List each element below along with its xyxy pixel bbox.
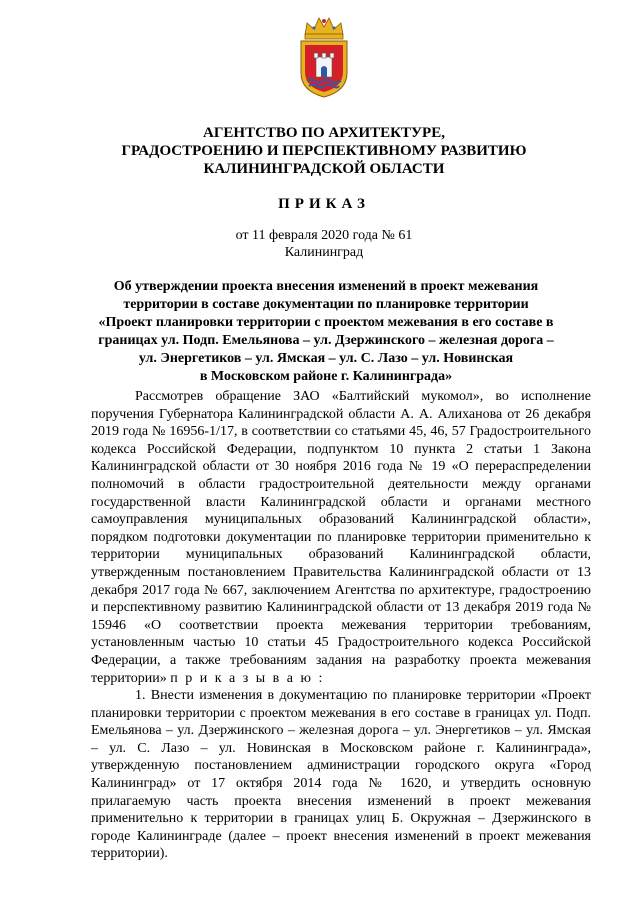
agency-name-line: ГРАДОСТРОЕНИЮ И ПЕРСПЕКТИВНОМУ РАЗВИТИЮ	[121, 143, 527, 159]
document-type-heading: ПРИКАЗ	[278, 196, 370, 212]
preamble-text: Рассмотрев обращение ЗАО «Балтийский мукомол», во исполнение поручения Губернатора Калининградской области А. А. Алиханова от 26 декабря 2019 года № 16956-1/17, в соответствии со статьями 45, 46, 57 Градостроительного кодекса Российской Федерации, подпунктом 10 пункта 2 статьи 1 Закона Калининградской области от 30 ноября 2016 года № 19 «О перераспределении полномочий в области градостроительной деятельности между органами государственной власти Калининградской области и органами местного самоуправления муниципальных образований Калининградской области», порядком подготовки документации по планировке территории применительно к территории муниципальных образований Калининградской области, утвержденным постановлением Правительства Калининградской области от 13 декабря 2017 года № 667, заключением Агентства по архитектуре, градостроению и перспективному развитию Калининградской области от 13 декабря 2019 года № 15946 «О соответствии проекта межевания территории требованиям, установленным частью 10 статьи 45 Градостроительного кодекса Российской Федерации, а также требованиям задания на разработку проекта межевания территории»	[91, 389, 591, 686]
coat-of-arms-emblem	[297, 15, 351, 98]
preamble-paragraph	[91, 388, 591, 687]
order-command: п р и к а з ы в а ю :	[170, 670, 325, 686]
order-title-line: территории в составе документации по планировке территории	[123, 297, 529, 312]
order-title	[96, 278, 556, 386]
issue-city: Калининград	[284, 245, 364, 260]
order-title-line: Об утверждении проекта внесения изменений в проект межевания	[113, 279, 539, 294]
order-title-line: границах ул. Подп. Емельянова – ул. Дзержинского – железная дорога –	[98, 333, 554, 348]
order-title-line: в Московском районе г. Калининграда»	[199, 369, 453, 384]
order-title-line: ул. Энергетиков – ул. Ямская – ул. С. Лазо – ул. Новинская	[138, 351, 514, 366]
agency-name-line: КАЛИНИНГРАДСКОЙ ОБЛАСТИ	[203, 161, 445, 177]
crown-icon	[305, 18, 343, 39]
order-title-line: «Проект планировки территории с проектом межевания в его составе в	[98, 315, 554, 330]
agency-name-line: АГЕНТСТВО ПО АРХИТЕКТУРЕ,	[203, 125, 445, 141]
order-date-number: от 11 февраля 2020 года № 61	[235, 228, 413, 243]
order-body	[91, 388, 591, 863]
agency-name	[60, 124, 588, 178]
clause-1-paragraph: 1. Внести изменения в документацию по планировке территории «Проект планировки территории с проектом межевания в его составе в границах ул. Подп. Емельянова – ул. Дзержинского – железная дорога – ул. Энергетиков – ул. Ямская – ул. С. Лазо – ул. Новинская в Московском районе г. Калининграда», утвержденную постановлением администрации городского округа «Город Калининград» от 17 октября 2014 года № 1620, и утвердить основную прилагаемую часть проекта внесения изменений в проект межевания применительно к территории в границах улиц Б. Окружная – Дзержинского в городе Калининграде (далее – проект внесения изменений в проект межевания территории).	[91, 688, 591, 862]
shield-icon	[301, 41, 347, 97]
